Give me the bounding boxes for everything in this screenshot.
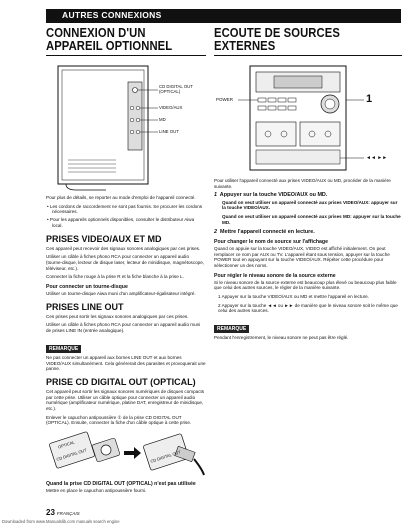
fig-callout-1: 1 bbox=[366, 93, 373, 105]
step1-heading bbox=[214, 192, 402, 198]
tourne-p: Utiliser un tourne-disque Aiwa muni d'un amplificateur-égalisateur intégré. bbox=[46, 291, 196, 297]
fig2-label-optical: OPTICAL bbox=[57, 439, 76, 450]
right-title: ECOUTE DE SOURCES EXTERNES bbox=[214, 26, 340, 53]
prises-p3: Connecter la fiche rouge à la prise R et la fiche blanche à la prise L. bbox=[46, 274, 184, 280]
line-out-heading: PRISES LINE OUT bbox=[46, 301, 124, 312]
tourne-heading: Pour connecter un tourne-disque bbox=[46, 284, 128, 291]
remarque-text-right: Pendant l'enregistrement, le niveau sonore ne peut pas être réglé. bbox=[214, 335, 349, 341]
unused-heading: Quand la prise CD DIGITAL OUT (OPTICAL) n'est pas utilisée bbox=[46, 481, 196, 488]
fig-label-line-out: LINE OUT bbox=[159, 129, 179, 134]
bullet-cords: • Les cordons de raccordement ne sont pas fournis. Se procurer les cordons nécessaires. bbox=[47, 203, 203, 215]
step1-a: Quand on veut utiliser un appareil connecté aux prises VIDEO/AUX: appuyer sur la touche VIDEO/AUX. bbox=[222, 199, 398, 211]
remarque-text: Ne pas connecter un appareil aux bornes LINE OUT et aux bornes VIDEO/AUX simultanément. Cela génèrerait des parasites et provoquerait une panne. bbox=[46, 354, 206, 372]
step2-heading bbox=[214, 229, 402, 235]
step1-text: Appuyer sur la touche VIDEO/AUX ou MD. bbox=[219, 192, 328, 199]
right-column bbox=[214, 27, 402, 344]
left-column bbox=[46, 27, 206, 497]
niveau-p: Si le niveau sonore de la source externe est beaucoup plus élevé ou beaucoup plus faible que celui des autres sources, le régler de la manière suivante. bbox=[214, 279, 397, 291]
page-footer bbox=[46, 508, 80, 517]
section-title: AUTRES CONNEXIONS bbox=[62, 10, 162, 20]
fig2-label-cd-digital-2: CD DIGITAL OUT bbox=[149, 449, 182, 464]
download-source-text: Downloaded from www.Manualslib.com manuals search engine bbox=[2, 519, 120, 524]
bullet-distributor: • Pour les appareils optionnels disponibles, consulter le distributeur Aiwa local. bbox=[47, 217, 195, 228]
optical-cable-figure bbox=[46, 429, 206, 477]
fig-label-md: MD bbox=[159, 117, 166, 122]
page-number: 23 bbox=[46, 508, 55, 517]
unused-p: Mettre en place le capuchon antipoussière fourni. bbox=[46, 488, 147, 494]
niveau-heading: Pour régler le niveau sonore de la source externe bbox=[214, 272, 336, 279]
right-intro: Pour utiliser l'appareil connecté aux prises VIDEO/AUX ou MD, procéder de la manière suivante. bbox=[214, 178, 391, 189]
prises-video-heading: PRISES VIDEO/AUX ET MD bbox=[46, 233, 162, 244]
left-intro: Pour plus de détails, se reporter au mode d'emploi de l'appareil connecté. bbox=[46, 195, 196, 200]
cd-digital-heading: PRISE CD DIGITAL OUT (OPTICAL) bbox=[46, 376, 196, 387]
prises-p2: Utiliser un câble à fiches phono RCA pour connecter un appareil audio (tourne-disque, lecteur de disque laser, lecteur de minidisque, magnétoscope, téléviseur, etc.). bbox=[46, 254, 205, 271]
niveau-step2: 2 Appuyer sur la touche ◄◄ ou ►► de manière que le niveau sonore soit le même que celui des autres sources. bbox=[218, 302, 398, 314]
footer-language: FRANÇAIS bbox=[56, 511, 80, 516]
niveau-step1: 1 Appuyer sur la touche VIDEO/AUX ou MD et mettre l'appareil en lecture. bbox=[218, 294, 370, 300]
section-header-bar bbox=[46, 9, 401, 23]
fig-label-optical: (OPTICAL) bbox=[159, 89, 181, 94]
left-title: CONNEXION D'UN APPAREIL OPTIONNEL bbox=[46, 26, 173, 53]
step1-b: Quand on veut utiliser un appareil connecté aux prises MD: appuyer sur la touche MD. bbox=[222, 214, 401, 225]
rear-panel-figure bbox=[46, 60, 206, 195]
fig-label-video-aux: VIDEO/AUX bbox=[159, 105, 183, 110]
fig-label-cd-digital: CD DIGITAL OUT bbox=[159, 84, 193, 89]
fig-label-power: POWER bbox=[216, 97, 234, 102]
remarque-badge-right: REMARQUE bbox=[214, 325, 249, 333]
step2-number: 2 bbox=[214, 228, 217, 235]
line-p2: Utiliser un câble à fiches phono RCA pour connecter un appareil audio muni de prises LINE IN (entrée analogique). bbox=[46, 322, 201, 334]
front-panel-figure bbox=[214, 60, 402, 178]
step1-number: 1 bbox=[214, 192, 217, 199]
fig2-label-cd-digital-1: CD DIGITAL OUT bbox=[55, 447, 88, 462]
prises-p1: Ces appareil peut recevoir des signaux sonores analogiques par ces prises. bbox=[46, 245, 201, 251]
cd-p1: Cet appareil peut sortir les signaux sonores numériques de disques compacts par cette prise. Utiliser un câble optique pour connecter un appareil audio numérique (amplificateur numérique, platine DAT, enregistreur de minidisque, etc.). bbox=[46, 388, 205, 412]
change-p: Quand on appuie sur la touche VIDEO/AUX, VIDEO est affiché initialement. On peut remplacer ce nom par AUX ou TV. L'appareil étant sous tension, appuyer sur la touche POWER tout en appuyant sur la touche VIDEO/AUX. Répéter cette procédure pour sélectionner un des noms. bbox=[214, 245, 390, 268]
title-rule-right bbox=[214, 55, 402, 56]
step2-text: Mettre l'appareil connecté en lecture. bbox=[220, 228, 315, 235]
change-heading: Pour changer le nom de source sur l'affichage bbox=[214, 238, 328, 245]
title-rule bbox=[46, 55, 206, 56]
cd-p2: Enlever le capuchon antipoussière ① de la prise CD DIGITAL OUT (OPTICAL). Ensuite, connecter la fiche d'un câble optique à cette prise. bbox=[46, 414, 192, 426]
remarque-badge: REMARQUE bbox=[46, 345, 81, 353]
line-p1: Ces prises peut sortir les signaux sonores analogiques par ces prises. bbox=[46, 313, 189, 319]
fig-label-arrows: ◄◄ ►► bbox=[366, 155, 388, 161]
